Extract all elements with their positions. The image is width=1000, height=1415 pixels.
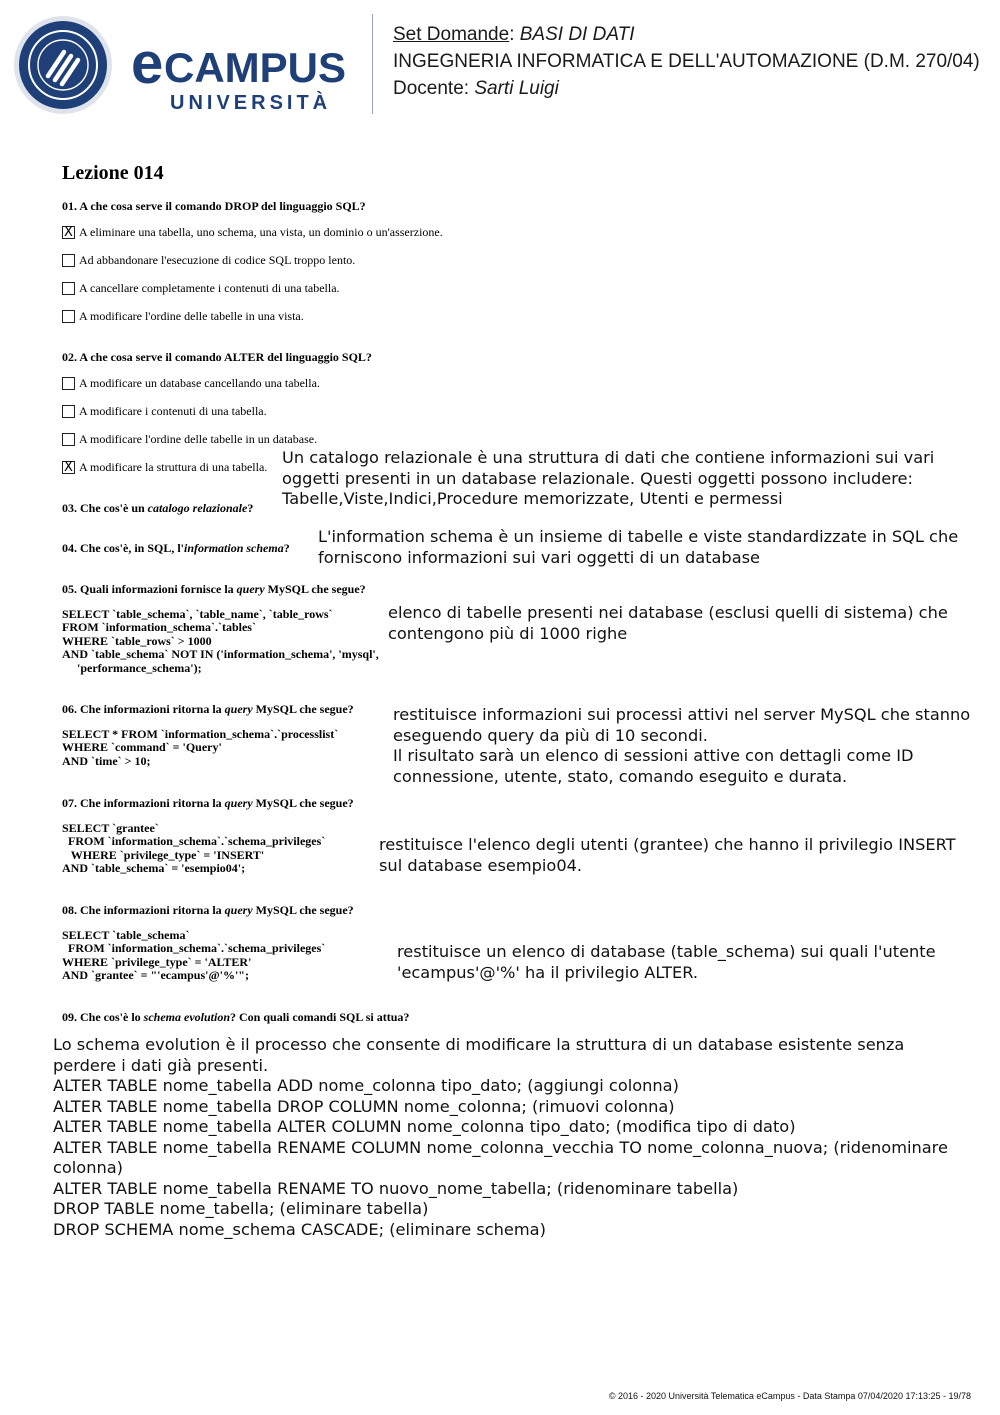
option-text: A cancellare completamente i contenuti di una tabella. [79, 280, 340, 295]
answer-05: elenco di tabelle presenti nei database (esclusi quelli di sistema) che contengono più di 1000 righe [388, 603, 948, 643]
option-text: A eliminare una tabella, uno schema, una vista, un dominio o un'asserzione. [79, 224, 443, 239]
question-05: 05. Quali informazioni fornisce la query MySQL che segue? [62, 582, 366, 596]
question-08: 08. Che informazioni ritorna la query MySQL che segue? [62, 903, 354, 917]
checkbox-checked[interactable]: X [62, 226, 75, 239]
checkbox[interactable] [62, 377, 75, 390]
teacher-label: Docente [393, 78, 464, 99]
question-09: 09. Che cos'è lo schema evolution? Con quali comandi SQL si attua? [62, 1010, 410, 1024]
option-01-b[interactable] [62, 252, 355, 268]
question-03: 03. Che cos'è un catalogo relazionale? [62, 501, 254, 515]
logo-sub: UNIVERSITÀ [170, 92, 332, 114]
option-02-c[interactable] [62, 431, 317, 447]
checkbox-checked[interactable]: X [62, 461, 75, 474]
answer-04: L'information schema è un insieme di tabelle e viste standardizzate in SQL che forniscono informazioni sui vari oggetti di un database [318, 527, 959, 567]
answer-09: Lo schema evolution è il processo che consente di modificare la struttura di un database esistente senza perdere i dati già presenti. ALTER TABLE nome_tabella ADD nome_colonna tipo_dato; (aggiungi colonna) ALTER TABLE nome_tabella DROP COLUMN nome_colonna; (rimuovi colonna) ALTER TABLE nome_tabella ALTER COLUMN nome_colonna tipo_dato; (modifica tipo di dato) ALTER TABLE nome_tabella RENAME COLUMN nome_colonna_vecchia TO nome_colonna_nuova; (ridenominare colonna) ALTER TABLE nome_tabella RENAME TO nuovo_nome_tabella; (ridenominare tabella) DROP TABLE nome_tabella; (eliminare tabella) DROP SCHEMA nome_schema CASCADE; (eliminare schema) [53, 1035, 948, 1239]
page-footer: © 2016 - 2020 Università Telematica eCampus - Data Stampa 07/04/2020 17:13:25 - 19/78 [608, 1391, 971, 1401]
option-text: A modificare l'ordine delle tabelle in un database. [79, 431, 318, 446]
question-01: 01. A che cosa serve il comando DROP del linguaggio SQL? [62, 199, 366, 213]
option-02-b[interactable] [62, 403, 267, 419]
header-divider [372, 14, 373, 114]
code-05: SELECT `table_schema`, `table_name`, `table_rows` FROM `information_schema`.`tables` WHERE `table_rows` > 1000 AND `table_schema` NOT IN ('information_schema', 'mysql', 'performance_schema'); [62, 607, 379, 675]
teacher-value: Sarti Luigi [474, 78, 559, 99]
lesson-title: Lezione 014 [62, 162, 164, 184]
header-set-line: Set Domande: BASI DI DATI [393, 24, 635, 45]
option-text: Ad abbandonare l'esecuzione di codice SQL troppo lento. [79, 252, 356, 267]
answer-08: restituisce un elenco di database (table_schema) sui quali l'utente 'ecampus'@'%' ha il privilegio ALTER. [397, 942, 936, 982]
option-text: A modificare l'ordine delle tabelle in una vista. [79, 308, 304, 323]
checkbox[interactable] [62, 310, 75, 323]
answer-03: Un catalogo relazionale è una struttura di dati che contiene informazioni sui vari oggetti presenti in un database relazionale. Questi oggetti possono includere: Tabelle,Viste,Indici,Procedure memorizzate, Utenti e permessi [282, 448, 935, 508]
option-text: A modificare i contenuti di una tabella. [79, 403, 267, 418]
option-02-a[interactable] [62, 375, 320, 391]
option-01-c[interactable] [62, 280, 340, 296]
set-label: Set Domande [393, 24, 510, 45]
checkbox[interactable] [62, 254, 75, 267]
option-01-a[interactable] [62, 224, 443, 240]
code-07: SELECT `grantee` FROM `information_schema`.`schema_privileges` WHERE `privilege_type` = 'INSERT' AND `table_schema` = 'esempio04'; [62, 821, 326, 876]
checkbox[interactable] [62, 405, 75, 418]
question-07: 07. Che informazioni ritorna la query MySQL che segue? [62, 796, 354, 810]
ecampus-logo [14, 14, 359, 116]
answer-07: restituisce l'elenco degli utenti (grantee) che hanno il privilegio INSERT sul database esempio04. [379, 835, 956, 875]
option-02-d[interactable] [62, 459, 267, 475]
set-value: BASI DI DATI [519, 24, 635, 45]
checkbox[interactable] [62, 282, 75, 295]
course-title: INGEGNERIA INFORMATICA E DELL'AUTOMAZIONE (D.M. 270/04) [393, 51, 980, 72]
code-08: SELECT `table_schema` FROM `information_schema`.`schema_privileges` WHERE `privilege_type` = 'ALTER' AND `grantee` = "'ecampus'@'%'"; [62, 928, 326, 983]
svg-text:e: e [131, 31, 164, 96]
option-text: A modificare la struttura di una tabella. [79, 459, 268, 474]
question-06: 06. Che informazioni ritorna la query MySQL che segue? [62, 702, 354, 716]
option-text: A modificare un database cancellando una tabella. [79, 375, 320, 390]
logo-word: CAMPUS [164, 44, 347, 91]
question-02: 02. A che cosa serve il comando ALTER del linguaggio SQL? [62, 350, 372, 364]
option-01-d[interactable] [62, 308, 304, 324]
checkbox[interactable] [62, 433, 75, 446]
question-04: 04. Che cos'è, in SQL, l'information schema? [62, 541, 290, 555]
header-teacher-line: Docente: Sarti Luigi [393, 78, 559, 99]
answer-06: restituisce informazioni sui processi attivi nel server MySQL che stanno eseguendo query da più di 10 secondi. Il risultato sarà un elenco di sessioni attive con dettagli come ID connessione, utente, stato, comando eseguito e durata. [393, 705, 971, 786]
code-06: SELECT * FROM `information_schema`.`processlist` WHERE `command` = 'Query' AND `time` > 10; [62, 727, 339, 768]
